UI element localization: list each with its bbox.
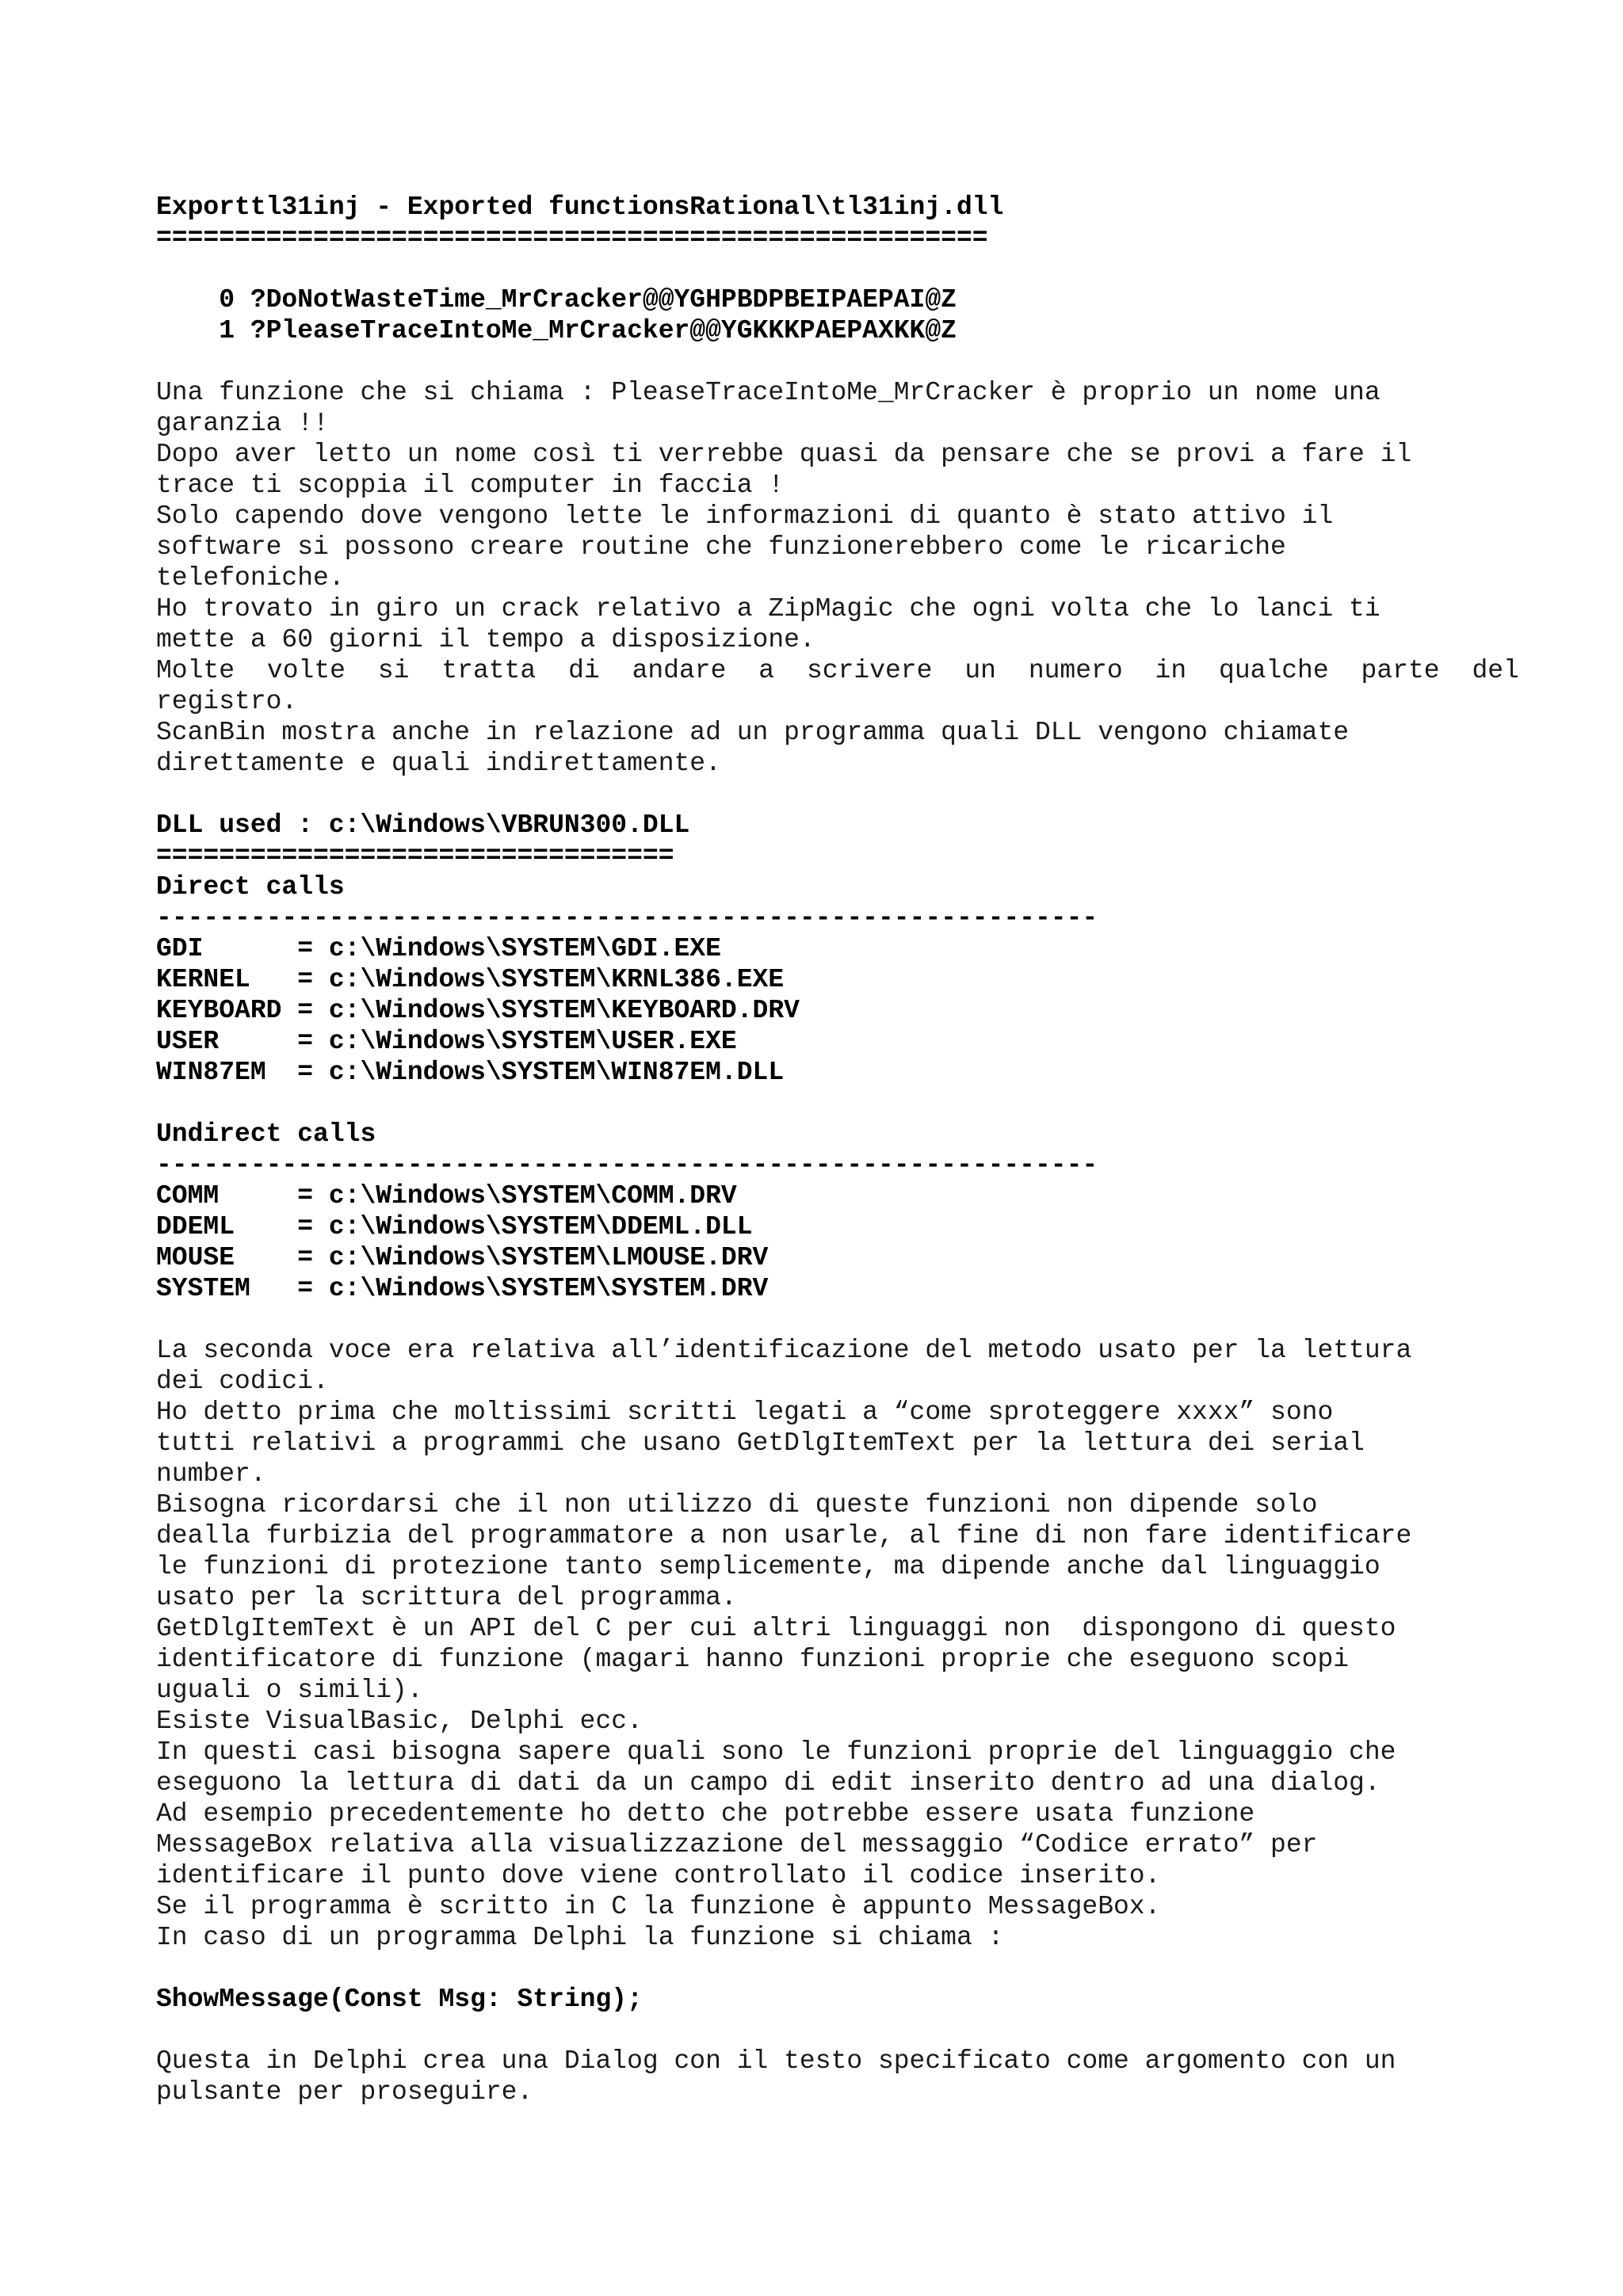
body-line: MessageBox relativa alla visualizzazione del messaggio “Codice errato” per [156, 1830, 1318, 1859]
direct-call-entry: USER = c:\Windows\SYSTEM\USER.EXE [156, 1027, 737, 1056]
direct-calls-heading: Direct calls [156, 872, 345, 902]
spacer [156, 1088, 1519, 1119]
direct-call-entry: KERNEL = c:\Windows\SYSTEM\KRNL386.EXE [156, 965, 785, 994]
word: si [377, 656, 410, 685]
body-line: Ad esempio precedentemente ho detto che potrebbe essere usata funzione [156, 1799, 1255, 1829]
direct-call-entry: KEYBOARD = c:\Windows\SYSTEM\KEYBOARD.DRV [156, 996, 800, 1025]
word: Molte [156, 656, 235, 685]
indirect-call-entry: SYSTEM = c:\Windows\SYSTEM\SYSTEM.DRV [156, 1274, 769, 1303]
spacer [156, 1304, 1519, 1335]
body-line: Esiste VisualBasic, Delphi ecc. [156, 1707, 643, 1736]
body-line: eseguono la lettura di dati da un campo di edit inserito dentro ad una dialog. [156, 1768, 1381, 1798]
body-line: telefoniche. [156, 563, 345, 593]
export-entry: 0 ?DoNotWasteTime_MrCracker@@YGHPBDPBEIPAEPAI@Z [156, 285, 957, 315]
body-line: GetDlgItemText è un API del C per cui altri linguaggi non dispongono di questo [156, 1614, 1396, 1643]
body-line: ScanBin mostra anche in relazione ad un programma quali DLL vengono chiamate [156, 718, 1350, 747]
word: di [568, 656, 600, 685]
code-snippet: ShowMessage(Const Msg: String); [156, 1985, 643, 2014]
spacer [156, 1953, 1519, 1984]
export-entry: 1 ?PleaseTraceIntoMe_MrCracker@@YGKKKPAEPAXKK@Z [156, 316, 957, 345]
body-line: Bisogna ricordarsi che il non utilizzo di queste funzioni non dipende solo [156, 1490, 1318, 1520]
word: a [758, 656, 775, 685]
body-line: usato per la scrittura del programma. [156, 1583, 737, 1612]
body-line: pulsante per proseguire. [156, 2077, 533, 2107]
indirect-calls-heading: Undirect calls [156, 1119, 376, 1149]
body-line: number. [156, 1459, 266, 1489]
word: parte [1361, 656, 1440, 685]
body-line: Se il programma è scritto in C la funzione è appunto MessageBox. [156, 1892, 1161, 1921]
word: del [1472, 656, 1519, 685]
body-line: identificatore di funzione (magari hanno funzioni proprie che eseguono scopi [156, 1645, 1350, 1674]
body-line: software si possono creare routine che funzionerebbero come le ricariche [156, 532, 1286, 562]
body-line: Una funzione che si chiama : PleaseTraceIntoMe_MrCracker è proprio un nome una [156, 378, 1381, 407]
body-line: mette a 60 giorni il tempo a disposizione. [156, 625, 815, 654]
dll-used-heading: DLL used : c:\Windows\VBRUN300.DLL [156, 810, 690, 840]
body-line: garanzia !! [156, 409, 329, 438]
document-page [156, 192, 1519, 2107]
body-line: uguali o simili). [156, 1676, 423, 1705]
body-line: dealla furbizia del programmatore a non usarle, al fine di non fare identificare [156, 1521, 1412, 1550]
body-line: trace ti scoppia il computer in faccia ! [156, 471, 785, 500]
spacer [156, 254, 1519, 284]
body-line: registro. [156, 687, 298, 716]
body-line: direttamente e quali indirettamente. [156, 749, 721, 778]
spacer [156, 346, 1519, 377]
indirect-call-entry: COMM = c:\Windows\SYSTEM\COMM.DRV [156, 1181, 737, 1211]
export-title: Exporttl31inj - Exported functionsRational\tl31inj.dll [156, 193, 1004, 222]
indirect-call-entry: DDEML = c:\Windows\SYSTEM\DDEML.DLL [156, 1212, 753, 1241]
word: scrivere [806, 656, 933, 685]
body-line: identificare il punto dove viene controllato il codice inserito. [156, 1861, 1161, 1890]
word: volte [266, 656, 346, 685]
indirect-call-entry: MOUSE = c:\Windows\SYSTEM\LMOUSE.DRV [156, 1243, 769, 1272]
body-line: tutti relativi a programmi che usano GetDlgItemText per la lettura dei serial [156, 1428, 1365, 1458]
body-line: In caso di un programma Delphi la funzione si chiama : [156, 1923, 1004, 1952]
spacer [156, 2015, 1519, 2046]
direct-call-entry: WIN87EM = c:\Windows\SYSTEM\WIN87EM.DLL [156, 1058, 785, 1087]
direct-call-entry: GDI = c:\Windows\SYSTEM\GDI.EXE [156, 934, 721, 963]
body-line: Ho trovato in giro un crack relativo a ZipMagic che ogni volta che lo lanci ti [156, 594, 1381, 624]
body-line: Questa in Delphi crea una Dialog con il testo specificato come argomento con un [156, 2046, 1396, 2076]
body-line: La seconda voce era relativa all’identificazione del metodo usato per la lettura [156, 1336, 1412, 1365]
title-rule: ===================================================== [156, 223, 988, 253]
body-line: In questi casi bisogna sapere quali sono le funzioni proprie del linguaggio che [156, 1737, 1396, 1767]
justified-body-line [156, 655, 1519, 686]
spacer [156, 779, 1519, 810]
word: numero [1028, 656, 1123, 685]
body-line: dei codici. [156, 1367, 329, 1396]
word: in [1155, 656, 1187, 685]
dll-rule: ================================= [156, 841, 674, 871]
body-line: Ho detto prima che moltissimi scritti legati a “come sproteggere xxxx” sono [156, 1398, 1334, 1427]
word: andare [632, 656, 727, 685]
word: qualche [1219, 656, 1329, 685]
dash-rule: ------------------------------------------------------------ [156, 903, 1098, 933]
word: tratta [441, 656, 537, 685]
body-line: Dopo aver letto un nome così ti verrebbe quasi da pensare che se provi a fare il [156, 440, 1412, 469]
body-line: le funzioni di protezione tanto semplicemente, ma dipende anche dal linguaggio [156, 1552, 1381, 1581]
body-line: Solo capendo dove vengono lette le informazioni di quanto è stato attivo il [156, 502, 1334, 531]
word: un [964, 656, 996, 685]
dash-rule: ------------------------------------------------------------ [156, 1150, 1098, 1180]
